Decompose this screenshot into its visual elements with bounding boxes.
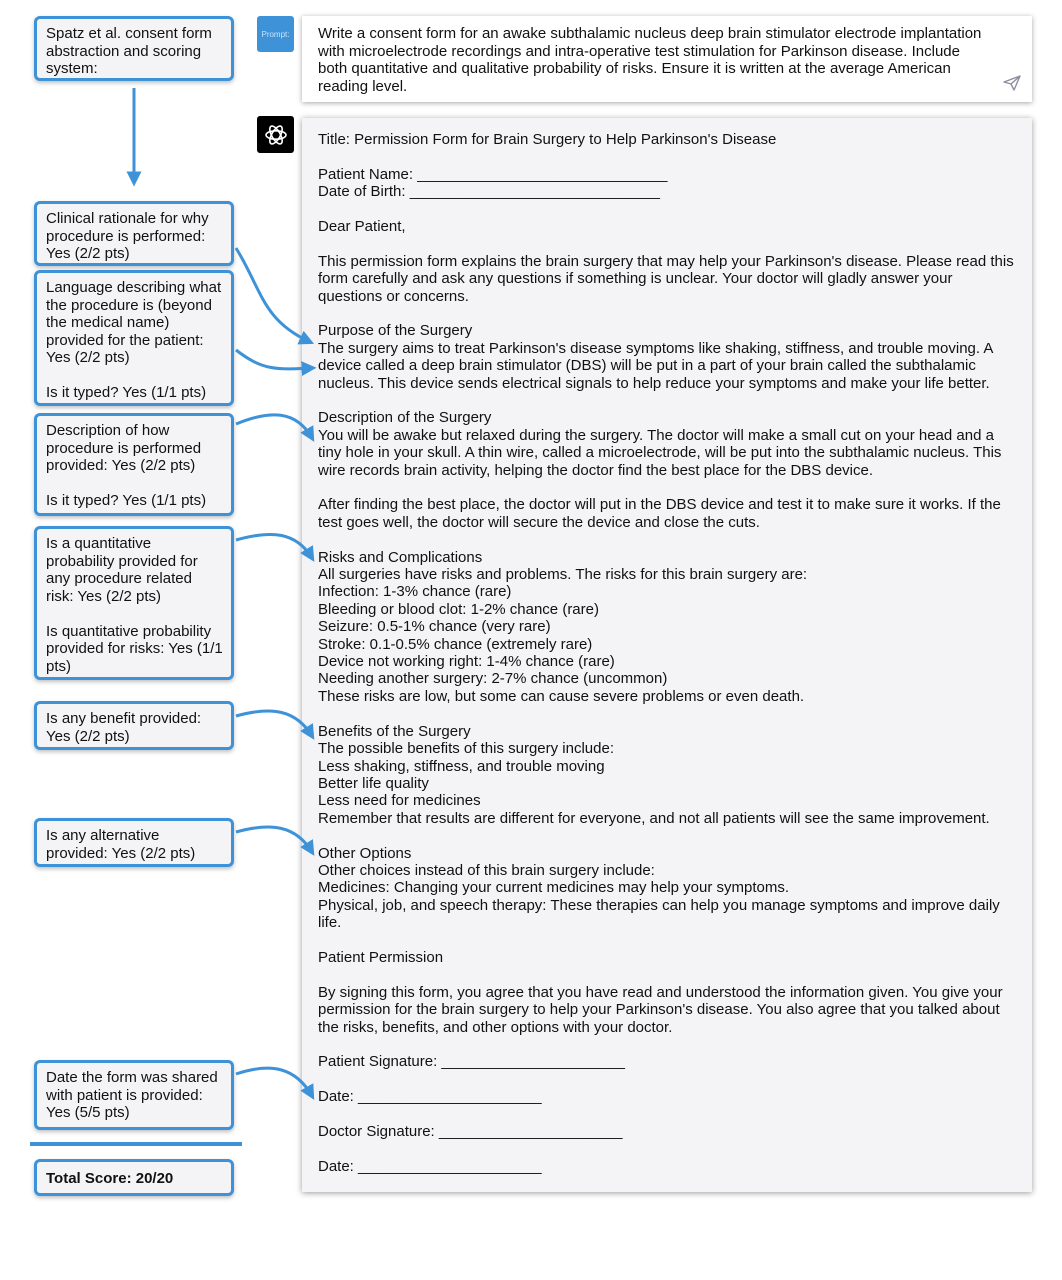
response-line: By signing this form, you agree that you have read and understood the information given. You give your permission for the brain surgery to help your Parkinson's disease. You also agree that you talked about the risks, benefits, and other options with your doctor. <box>318 983 1007 1036</box>
response-line <box>318 1106 1018 1123</box>
arrow-language <box>236 350 312 369</box>
response-line: Dear Patient, <box>318 218 406 235</box>
response-line: Purpose of the Surgery <box>318 322 473 340</box>
response-line <box>318 1071 1018 1088</box>
response-line: Needing another surgery: 2-7% chance (uncommon) <box>318 670 668 688</box>
response-body <box>318 131 1018 1175</box>
prompt-badge <box>257 16 294 52</box>
response-line <box>318 827 1018 844</box>
response-line: Physical, job, and speech therapy: These therapies can help you manage symptoms and improve daily life. <box>318 896 1004 932</box>
response-line: Title: Permission Form for Brain Surgery to Help Parkinson's Disease <box>318 131 777 148</box>
response-line: Infection: 1-3% chance (rare) <box>318 583 512 601</box>
response-line: Date of Birth: ______________________________ <box>318 183 660 201</box>
response-line: Description of the Surgery <box>318 409 492 427</box>
annotation-date: Date the form was shared with patient is provided: Yes (5/5 pts) <box>34 1060 234 1130</box>
response-line: Other choices instead of this brain surgery include: <box>318 861 655 879</box>
response-line <box>318 531 1018 548</box>
response-line: Bleeding or blood clot: 1-2% chance (rare) <box>318 600 599 618</box>
response-line: Date: ______________________ <box>318 1157 542 1175</box>
response-line: Benefits of the Surgery <box>318 722 471 740</box>
response-line: Remember that results are different for everyone, and not all patients will see the same improvement. <box>318 809 990 827</box>
annotation-description: Description of how procedure is performed provided: Yes (2/2 pts) Is it typed? Yes (1/1 pts) <box>34 413 234 516</box>
annotation-rationale: Clinical rationale for why procedure is performed: Yes (2/2 pts) <box>34 201 234 266</box>
arrow-description <box>236 415 312 438</box>
response-line: Less need for medicines <box>318 792 481 810</box>
response-line: The surgery aims to treat Parkinson's disease symptoms like shaking, stiffness, and trouble moving. A device called a deep brain stimulator (DBS) will be put in a part of your brain called the subthalamic nucleus. This device sends electrical signals to help reduce your symptoms and make your life better. <box>318 339 997 392</box>
response-line: Device not working right: 1-4% chance (rare) <box>318 653 615 671</box>
response-line: Patient Name: ______________________________ <box>318 165 668 183</box>
annotation-alternative: Is any alternative provided: Yes (2/2 pts) <box>34 818 234 867</box>
response-line: This permission form explains the brain surgery that may help your Parkinson's disease. Please read this form carefully and ask any questions if something is unclear. Your doctor will gladly answer your questions or concerns. <box>318 252 1018 305</box>
response-line: Patient Permission <box>318 948 444 966</box>
response-line <box>318 479 1018 496</box>
arrow-alternative <box>236 827 312 852</box>
prompt-card <box>302 16 1032 102</box>
annotation-language: Language describing what the procedure is (beyond the medical name) provided for the patient: Yes (2/2 pts) Is it typed? Yes (1/1 pts) <box>34 270 234 406</box>
response-card <box>302 118 1032 1192</box>
response-line: The possible benefits of this surgery include: <box>318 740 614 758</box>
send-icon[interactable] <box>1002 74 1022 97</box>
response-line <box>318 148 1018 165</box>
response-line <box>318 305 1018 322</box>
response-line <box>318 235 1018 252</box>
arrow-benefit <box>236 711 312 736</box>
response-line: These risks are low, but some can cause severe problems or even death. <box>318 687 805 705</box>
response-line: Date: ______________________ <box>318 1088 542 1106</box>
response-line: Less shaking, stiffness, and trouble moving <box>318 757 605 775</box>
response-line: Medicines: Changing your current medicines may help your symptoms. <box>318 879 790 897</box>
arrow-rationale <box>236 248 310 342</box>
response-line <box>318 966 1018 983</box>
annotation-intro: Spatz et al. consent form abstraction and scoring system: <box>34 16 234 81</box>
arrow-quantitative <box>236 534 312 558</box>
response-line: Stroke: 0.1-0.5% chance (extremely rare) <box>318 635 593 653</box>
response-line <box>318 932 1018 949</box>
prompt-badge-label: Prompt: <box>261 29 290 39</box>
openai-logo-icon <box>257 116 294 153</box>
divider-line <box>30 1142 242 1146</box>
response-line <box>318 705 1018 722</box>
response-line: Risks and Complications <box>318 548 483 566</box>
annotation-total-score: Total Score: 20/20 <box>34 1159 234 1196</box>
response-line: Better life quality <box>318 774 429 792</box>
response-line: Other Options <box>318 844 412 862</box>
response-line <box>318 1036 1018 1053</box>
annotation-quantitative: Is a quantitative probability provided for any procedure related risk: Yes (2/2 pts) Is quantitative probability provided for risks: Yes (1/1 pts) <box>34 526 234 680</box>
response-line: You will be awake but relaxed during the surgery. The doctor will make a small cut on your head and a tiny hole in your skull. A thin wire, called a microelectrode, will be put into the subthalamic nucleus. This wire records brain activity, helping the doctor find the best place for the DBS device. <box>318 426 1006 479</box>
response-line: Doctor Signature: ______________________ <box>318 1122 623 1140</box>
response-line <box>318 1140 1018 1157</box>
response-line: After finding the best place, the doctor will put in the DBS device and test it to make sure it works. If the test goes well, the doctor will secure the device and close the cuts. <box>318 496 1006 531</box>
response-line: Patient Signature: ______________________ <box>318 1053 625 1071</box>
response-line <box>318 201 1018 218</box>
response-line <box>318 392 1018 409</box>
arrow-date <box>236 1068 312 1096</box>
prompt-text: Write a consent form for an awake subthalamic nucleus deep brain stimulator electrode implantation with microelectrode recordings and intra-operative test stimulation for Parkinson disease. Include both quantitative and qualitative probability of risks. Ensure it is written at the average American reading level. <box>318 25 982 95</box>
response-line: All surgeries have risks and problems. The risks for this brain surgery are: <box>318 566 808 584</box>
annotation-benefit: Is any benefit provided: Yes (2/2 pts) <box>34 701 234 750</box>
response-line: Seizure: 0.5-1% chance (very rare) <box>318 618 551 636</box>
